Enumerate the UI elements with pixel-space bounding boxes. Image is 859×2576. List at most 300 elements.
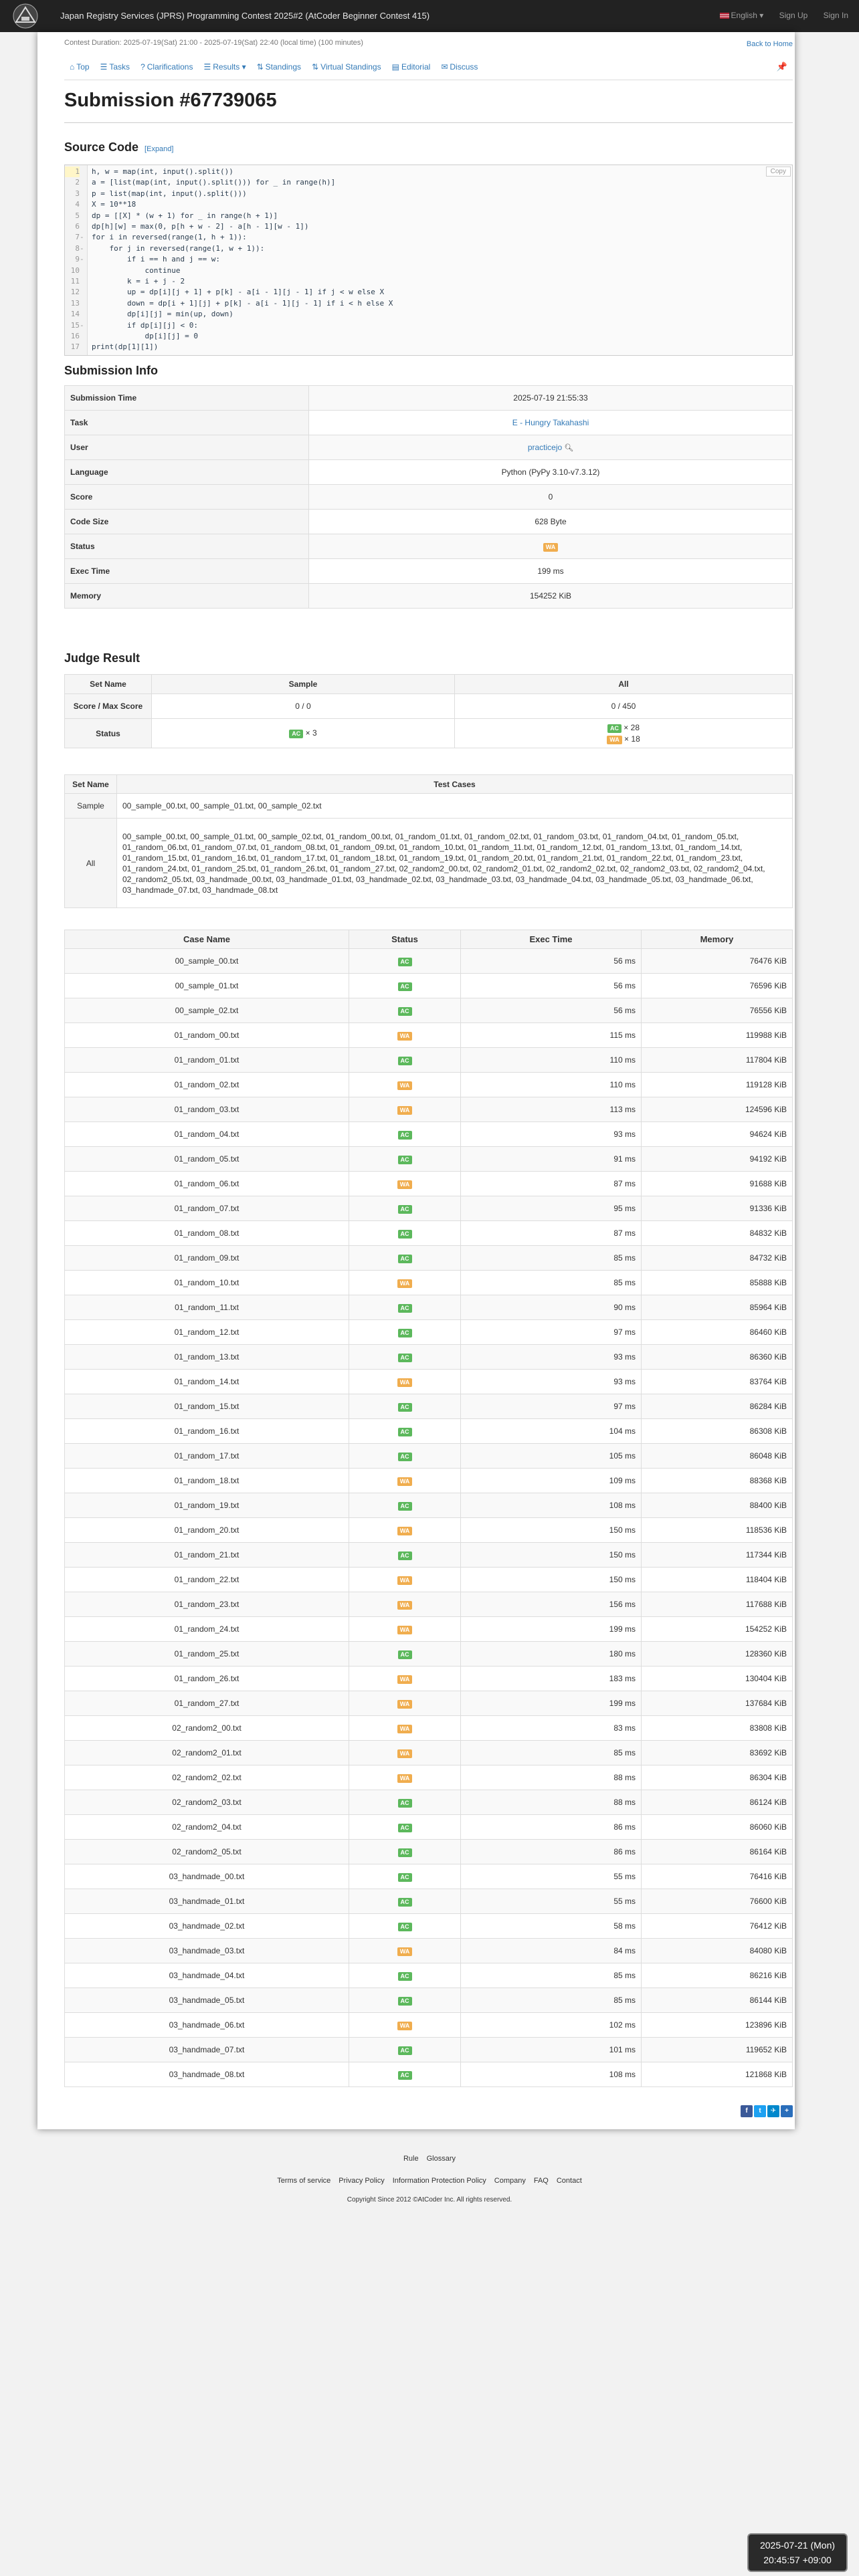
case-name: 03_handmade_02.txt xyxy=(65,1914,349,1939)
case-exec-time: 56 ms xyxy=(461,949,642,974)
case-exec-time: 97 ms xyxy=(461,1394,642,1419)
case-status xyxy=(349,1889,461,1914)
status-badge: WA xyxy=(397,2022,413,2030)
case-status xyxy=(349,1568,461,1592)
table-row xyxy=(65,1815,793,1840)
set-cases: 00_sample_00.txt, 00_sample_01.txt, 00_sample_02.txt, 01_random_00.txt, 01_random_01.txt, 01_random_02.txt, 01_random_03.txt, 01_random_04.txt, 01_random_05.txt, 01_random_06.txt, 01_random_07.txt, 01_random_08.txt, 01_random_09.txt, 01_random_10.txt, 01_random_11.txt, 01_random_12.txt, 01_random_13.txt, 01_random_14.txt, 01_random_15.txt, 01_random_16.txt, 01_random_17.txt, 01_random_18.txt, 01_random_19.txt, 01_random_20.txt, 01_random_21.txt, 01_random_22.txt, 01_random_23.txt, 01_random_24.txt, 01_random_25.txt, 01_random_26.txt, 01_random_27.txt, 02_random2_00.txt, 02_random2_01.txt, 02_random2_02.txt, 02_random2_03.txt, 02_random2_04.txt, 02_random2_05.txt, 03_handmade_00.txt, 03_handmade_01.txt, 03_handmade_02.txt, 03_handmade_03.txt, 03_handmade_04.txt, 03_handmade_05.txt, 03_handmade_06.txt, 03_handmade_07.txt, 03_handmade_08.txt xyxy=(117,819,793,908)
table-row xyxy=(65,1073,793,1097)
case-status xyxy=(349,1493,461,1518)
case-name: 01_random_01.txt xyxy=(65,1048,349,1073)
case-exec-time: 93 ms xyxy=(461,1370,642,1394)
signin-link[interactable]: Sign In xyxy=(823,11,848,20)
status-badge: WA xyxy=(397,1725,413,1733)
fold-marker[interactable]: - xyxy=(80,233,84,242)
case-memory: 86360 KiB xyxy=(642,1345,793,1370)
info-row xyxy=(65,584,793,609)
case-status xyxy=(349,1765,461,1790)
clock-date: 2025-07-21 (Mon) xyxy=(759,2540,836,2551)
case-exec-time: 93 ms xyxy=(461,1345,642,1370)
case-name: 01_random_06.txt xyxy=(65,1172,349,1196)
case-status xyxy=(349,1023,461,1048)
table-row xyxy=(65,1320,793,1345)
footer-link-terms-of-service[interactable]: Terms of service xyxy=(277,2177,331,2185)
case-exec-time: 95 ms xyxy=(461,1196,642,1221)
line-number: 15 xyxy=(70,320,80,330)
status-badge: AC xyxy=(398,1255,412,1263)
language-dropdown[interactable]: English ▾ xyxy=(720,11,764,20)
info-label: Task xyxy=(65,411,309,435)
table-row xyxy=(65,974,793,998)
tab-discuss[interactable] xyxy=(436,56,483,78)
case-name: 03_handmade_05.txt xyxy=(65,1988,349,2013)
fixed-clock xyxy=(747,2533,848,2572)
case-status xyxy=(349,1939,461,1963)
status-badge: AC xyxy=(398,1848,412,1857)
back-home-link[interactable]: Back to Home xyxy=(746,40,793,48)
case-memory: 88400 KiB xyxy=(642,1493,793,1518)
case-name: 01_random_15.txt xyxy=(65,1394,349,1419)
twitter-share-button[interactable]: t xyxy=(754,2105,766,2117)
case-status xyxy=(349,1963,461,1988)
fold-marker[interactable]: - xyxy=(80,255,84,264)
table-row xyxy=(65,1617,793,1642)
table-row xyxy=(65,1988,793,2013)
table-row xyxy=(65,1122,793,1147)
case-status xyxy=(349,1592,461,1617)
case-name: 01_random_03.txt xyxy=(65,1097,349,1122)
case-exec-time: 85 ms xyxy=(461,1988,642,2013)
case-name: 02_random2_01.txt xyxy=(65,1741,349,1765)
footer-link-faq[interactable]: FAQ xyxy=(533,2177,549,2185)
table-row xyxy=(65,1518,793,1543)
task-link[interactable]: E - Hungry Takahashi xyxy=(512,418,589,427)
language-label: English xyxy=(731,11,757,20)
case-memory: 121868 KiB xyxy=(642,2062,793,2087)
status-badge: AC xyxy=(398,1551,412,1560)
case-exec-time: 58 ms xyxy=(461,1914,642,1939)
case-name: 01_random_20.txt xyxy=(65,1518,349,1543)
judge-header-sample: Sample xyxy=(152,675,455,694)
case-memory: 76596 KiB xyxy=(642,974,793,998)
table-row xyxy=(65,1939,793,1963)
case-exec-time: 90 ms xyxy=(461,1295,642,1320)
table-row xyxy=(65,1469,793,1493)
table-row xyxy=(65,1864,793,1889)
code-line xyxy=(65,232,734,243)
table-row xyxy=(65,1543,793,1568)
status-badge: AC xyxy=(398,1650,412,1659)
footer-link-glossary[interactable]: Glossary xyxy=(426,2155,456,2163)
tab-label: Virtual Standings xyxy=(320,62,381,72)
case-status xyxy=(349,1147,461,1172)
case-name: 01_random_23.txt xyxy=(65,1592,349,1617)
tab-label: Top xyxy=(76,62,90,72)
case-exec-time: 87 ms xyxy=(461,1172,642,1196)
case-memory: 86164 KiB xyxy=(642,1840,793,1864)
case-memory: 86124 KiB xyxy=(642,1790,793,1815)
case-memory: 94624 KiB xyxy=(642,1122,793,1147)
contest-duration: Contest Duration: 2025-07-19(Sat) 21:00 - 2025-07-19(Sat) 22:40 (local time) (100 minutes) xyxy=(64,39,363,47)
table-row xyxy=(65,1840,793,1864)
user-link[interactable]: practicejo xyxy=(527,443,563,452)
case-exec-time: 110 ms xyxy=(461,1073,642,1097)
status-badge: WA xyxy=(397,1106,413,1115)
case-exec-time: 83 ms xyxy=(461,1716,642,1741)
table-row xyxy=(65,1444,793,1469)
status-badge: AC xyxy=(398,1304,412,1313)
code-text: dp[h][w] = max(0, p[h + w - 2] - a[h - 1][w - 1]) xyxy=(92,222,309,231)
facebook-share-button[interactable]: f xyxy=(741,2105,753,2117)
code-line xyxy=(65,265,734,276)
case-name: 03_handmade_01.txt xyxy=(65,1889,349,1914)
case-memory: 76556 KiB xyxy=(642,998,793,1023)
case-memory: 117688 KiB xyxy=(642,1592,793,1617)
case-name: 01_random_11.txt xyxy=(65,1295,349,1320)
status-badge: WA xyxy=(397,1279,413,1288)
case-exec-time: 199 ms xyxy=(461,1691,642,1716)
table-row xyxy=(65,1419,793,1444)
case-header-time: Exec Time xyxy=(461,930,642,949)
table-row xyxy=(65,1370,793,1394)
case-status xyxy=(349,2013,461,2038)
copyright: Copyright Since 2012 ©AtCoder Inc. All rights reserved. xyxy=(347,2196,512,2204)
footer-link-privacy-policy[interactable]: Privacy Policy xyxy=(339,2177,385,2185)
case-memory: 137684 KiB xyxy=(642,1691,793,1716)
case-exec-time: 86 ms xyxy=(461,1815,642,1840)
case-exec-time: 110 ms xyxy=(461,1048,642,1073)
case-name: 01_random_19.txt xyxy=(65,1493,349,1518)
case-exec-time: 150 ms xyxy=(461,1543,642,1568)
case-exec-time: 97 ms xyxy=(461,1320,642,1345)
case-name: 01_random_24.txt xyxy=(65,1617,349,1642)
case-status xyxy=(349,1444,461,1469)
code-text: dp[i][j] = min(up, down) xyxy=(92,310,233,319)
case-memory: 83692 KiB xyxy=(642,1741,793,1765)
case-memory: 76600 KiB xyxy=(642,1889,793,1914)
case-exec-time: 108 ms xyxy=(461,2062,642,2087)
case-memory: 76476 KiB xyxy=(642,949,793,974)
case-status xyxy=(349,1246,461,1271)
case-exec-time: 104 ms xyxy=(461,1419,642,1444)
case-memory: 86308 KiB xyxy=(642,1419,793,1444)
sample-status xyxy=(152,719,455,748)
info-value xyxy=(309,386,793,411)
table-row xyxy=(65,1963,793,1988)
case-exec-time: 85 ms xyxy=(461,1271,642,1295)
footer-link-company[interactable]: Company xyxy=(494,2177,526,2185)
case-memory: 117804 KiB xyxy=(642,1048,793,1073)
code-line xyxy=(65,331,734,342)
info-label: Language xyxy=(65,460,309,485)
search-icon[interactable]: 🔍︎ xyxy=(564,444,574,452)
case-memory: 86216 KiB xyxy=(642,1963,793,1988)
info-label: Submission Time xyxy=(65,386,309,411)
table-row xyxy=(65,1196,793,1221)
case-exec-time: 55 ms xyxy=(461,1864,642,1889)
info-label: Score xyxy=(65,485,309,510)
line-number: 5 xyxy=(75,211,80,220)
status-badge: WA xyxy=(397,1774,413,1783)
submission-info-table xyxy=(64,385,793,609)
code-line xyxy=(65,276,734,287)
status-badge: AC xyxy=(398,1354,412,1362)
status-badge: WA xyxy=(397,1749,413,1758)
code-line xyxy=(65,298,734,309)
all-score: 0 / 450 xyxy=(454,694,792,719)
case-name: 02_random2_00.txt xyxy=(65,1716,349,1741)
case-name: 01_random_05.txt xyxy=(65,1147,349,1172)
case-status xyxy=(349,1419,461,1444)
table-row xyxy=(65,1493,793,1518)
atcoder-logo[interactable] xyxy=(8,2,43,30)
share-buttons xyxy=(739,2104,793,2117)
sets-header-name: Set Name xyxy=(65,775,117,794)
case-header-memory: Memory xyxy=(642,930,793,949)
test-cases-table xyxy=(64,930,793,2087)
status-badge: WA xyxy=(397,1700,413,1709)
table-row xyxy=(65,998,793,1023)
case-exec-time: 85 ms xyxy=(461,1246,642,1271)
judge-result-table xyxy=(64,674,793,748)
case-exec-time: 93 ms xyxy=(461,1122,642,1147)
status-badge: AC xyxy=(398,1824,412,1832)
status-badge: AC xyxy=(398,2071,412,2080)
fold-marker[interactable]: - xyxy=(80,243,84,253)
code-text: X = 10**18 xyxy=(92,200,136,209)
table-row xyxy=(65,1048,793,1073)
case-status xyxy=(349,1320,461,1345)
sample-ac-count: × 3 xyxy=(305,728,317,738)
case-memory: 76416 KiB xyxy=(642,1864,793,1889)
case-name: 03_handmade_03.txt xyxy=(65,1939,349,1963)
case-exec-time: 102 ms xyxy=(461,2013,642,2038)
case-memory: 154252 KiB xyxy=(642,1617,793,1642)
code-text: dp[i][j] = 0 xyxy=(92,332,198,340)
status-badge: AC xyxy=(398,1057,412,1065)
case-name: 01_random_07.txt xyxy=(65,1196,349,1221)
code-line xyxy=(65,342,734,352)
line-number: 7 xyxy=(75,233,80,242)
code-text: for i in reversed(range(1, h + 1)): xyxy=(92,233,247,242)
info-label: Status xyxy=(65,534,309,559)
table-row xyxy=(65,1914,793,1939)
table-row xyxy=(65,1295,793,1320)
tab-tasks[interactable] xyxy=(95,56,135,78)
code-line xyxy=(65,309,734,320)
case-status xyxy=(349,1864,461,1889)
code-text: k = i + j - 2 xyxy=(92,277,185,286)
fold-marker[interactable]: - xyxy=(80,320,84,330)
case-memory: 84732 KiB xyxy=(642,1246,793,1271)
status-badge: AC xyxy=(398,1453,412,1461)
case-memory: 85888 KiB xyxy=(642,1271,793,1295)
case-exec-time: 85 ms xyxy=(461,1741,642,1765)
case-name: 01_random_18.txt xyxy=(65,1469,349,1493)
status-badge: AC xyxy=(398,958,412,966)
case-status xyxy=(349,1370,461,1394)
line-number: 2 xyxy=(75,178,80,187)
case-status xyxy=(349,1073,461,1097)
sort-icon: ⇅ xyxy=(256,62,264,72)
code-text: up = dp[i][j + 1] + p[k] - a[i - 1][j - 1] if j < w else X xyxy=(92,288,385,297)
contest-title[interactable]: Japan Registry Services (JPRS) Programming Contest 2025#2 (AtCoder Beginner Contest 415) xyxy=(60,11,430,21)
line-number: 14 xyxy=(70,310,80,319)
case-status xyxy=(349,949,461,974)
status-badge: AC xyxy=(398,1898,412,1907)
case-exec-time: 156 ms xyxy=(461,1592,642,1617)
case-exec-time: 87 ms xyxy=(461,1221,642,1246)
case-exec-time: 105 ms xyxy=(461,1444,642,1469)
case-memory: 119652 KiB xyxy=(642,2038,793,2062)
tab-label: Clarifications xyxy=(147,62,193,72)
status-label: Status xyxy=(65,719,152,748)
case-name: 02_random2_04.txt xyxy=(65,1815,349,1840)
case-name: 01_random_22.txt xyxy=(65,1568,349,1592)
info-value-text: Python (PyPy 3.10-v7.3.12) xyxy=(501,467,600,477)
sort-icon: ⇅ xyxy=(312,62,319,72)
case-status xyxy=(349,1914,461,1939)
line-number: 6 xyxy=(75,222,80,231)
case-memory: 94192 KiB xyxy=(642,1147,793,1172)
tab-standings[interactable] xyxy=(252,56,306,78)
case-status xyxy=(349,1716,461,1741)
source-code-block[interactable] xyxy=(64,165,793,356)
status-badge: AC xyxy=(398,2046,412,2055)
info-value-text: 0 xyxy=(548,492,553,502)
expand-link[interactable]: [Expand] xyxy=(145,145,174,153)
tab-editorial[interactable] xyxy=(387,56,436,78)
status-badge: WA xyxy=(397,1675,413,1684)
status-badge: WA xyxy=(397,1378,413,1387)
case-memory: 91688 KiB xyxy=(642,1172,793,1196)
case-status xyxy=(349,1617,461,1642)
status-badge: AC xyxy=(398,1205,412,1214)
code-line xyxy=(65,287,734,298)
case-name: 00_sample_00.txt xyxy=(65,949,349,974)
signup-link[interactable]: Sign Up xyxy=(779,11,808,20)
info-row xyxy=(65,534,793,559)
case-name: 01_random_13.txt xyxy=(65,1345,349,1370)
case-exec-time: 101 ms xyxy=(461,2038,642,2062)
tab-label: Tasks xyxy=(109,62,130,72)
table-row xyxy=(65,1345,793,1370)
info-label: Exec Time xyxy=(65,559,309,584)
case-status xyxy=(349,1295,461,1320)
source-code-heading xyxy=(64,140,173,154)
case-name: 01_random_26.txt xyxy=(65,1667,349,1691)
code-line xyxy=(65,167,734,177)
status-badge: AC xyxy=(398,1403,412,1412)
tab-top[interactable] xyxy=(64,56,95,78)
footer-link-rule[interactable]: Rule xyxy=(403,2155,419,2163)
table-row xyxy=(65,1716,793,1741)
submission-info-heading: Submission Info xyxy=(64,364,159,377)
status-badge: WA xyxy=(397,1081,413,1090)
case-status xyxy=(349,974,461,998)
book-icon: ▤ xyxy=(391,62,399,72)
line-number: 1 xyxy=(65,167,80,177)
case-memory: 118536 KiB xyxy=(642,1518,793,1543)
case-name: 01_random_16.txt xyxy=(65,1419,349,1444)
tab-virtual-standings[interactable] xyxy=(306,56,387,78)
case-status xyxy=(349,2062,461,2087)
all-wa-count: × 18 xyxy=(624,734,640,744)
info-value xyxy=(309,460,793,485)
page-title: Submission #67739065 xyxy=(64,90,277,111)
case-name: 01_random_04.txt xyxy=(65,1122,349,1147)
case-memory: 86284 KiB xyxy=(642,1394,793,1419)
info-value xyxy=(309,510,793,534)
comment-icon: ✉ xyxy=(441,62,448,72)
info-value xyxy=(309,534,793,559)
telegram-share-button[interactable]: ✈ xyxy=(767,2105,779,2117)
table-row xyxy=(65,1394,793,1419)
table-row xyxy=(65,1642,793,1667)
case-memory: 86060 KiB xyxy=(642,1815,793,1840)
status-badge: AC xyxy=(398,1156,412,1164)
case-status xyxy=(349,1667,461,1691)
table-row xyxy=(65,1023,793,1048)
tab-label: Discuss xyxy=(450,62,478,72)
code-text: if dp[i][j] < 0: xyxy=(92,320,198,330)
code-line xyxy=(65,254,734,265)
set-name: Sample xyxy=(65,794,117,819)
info-label: User xyxy=(65,435,309,460)
code-text: p = list(map(int, input().split())) xyxy=(92,189,247,198)
tab-clarifications[interactable] xyxy=(135,56,198,78)
footer-link-contact[interactable]: Contact xyxy=(556,2177,582,2185)
info-row xyxy=(65,559,793,584)
table-row xyxy=(65,1765,793,1790)
case-header-status: Status xyxy=(349,930,461,949)
judge-header-set: Set Name xyxy=(65,675,152,694)
case-name: 00_sample_01.txt xyxy=(65,974,349,998)
case-exec-time: 108 ms xyxy=(461,1493,642,1518)
judge-result-heading: Judge Result xyxy=(64,651,140,665)
case-name: 01_random_08.txt xyxy=(65,1221,349,1246)
tab-label: Results ▾ xyxy=(213,62,246,72)
case-header-name: Case Name xyxy=(65,930,349,949)
code-line xyxy=(65,243,734,254)
table-row xyxy=(65,1097,793,1122)
status-badge: WA xyxy=(397,1576,413,1585)
copy-button[interactable]: Copy xyxy=(766,167,791,177)
case-exec-time: 183 ms xyxy=(461,1667,642,1691)
code-line xyxy=(65,211,734,221)
case-name: 01_random_09.txt xyxy=(65,1246,349,1271)
case-name: 03_handmade_08.txt xyxy=(65,2062,349,2087)
top-navbar xyxy=(0,0,859,32)
pin-icon[interactable]: 📌 xyxy=(776,62,787,72)
code-line xyxy=(65,320,734,331)
case-exec-time: 56 ms xyxy=(461,998,642,1023)
case-status xyxy=(349,1172,461,1196)
main-panel xyxy=(37,32,795,2129)
info-row xyxy=(65,510,793,534)
case-status xyxy=(349,1741,461,1765)
more-share-button[interactable]: + xyxy=(781,2105,793,2117)
clock-time: 20:45:57 +09:00 xyxy=(763,2555,832,2565)
ac-badge: AC xyxy=(607,724,622,733)
footer-link-information-protection-policy[interactable]: Information Protection Policy xyxy=(392,2177,486,2185)
table-row xyxy=(65,1667,793,1691)
case-status xyxy=(349,1988,461,2013)
tab-results[interactable] xyxy=(198,56,251,78)
set-cases: 00_sample_00.txt, 00_sample_01.txt, 00_sample_02.txt xyxy=(117,794,793,819)
list-icon: ☰ xyxy=(203,62,211,72)
case-status xyxy=(349,1543,461,1568)
table-row xyxy=(65,1246,793,1271)
